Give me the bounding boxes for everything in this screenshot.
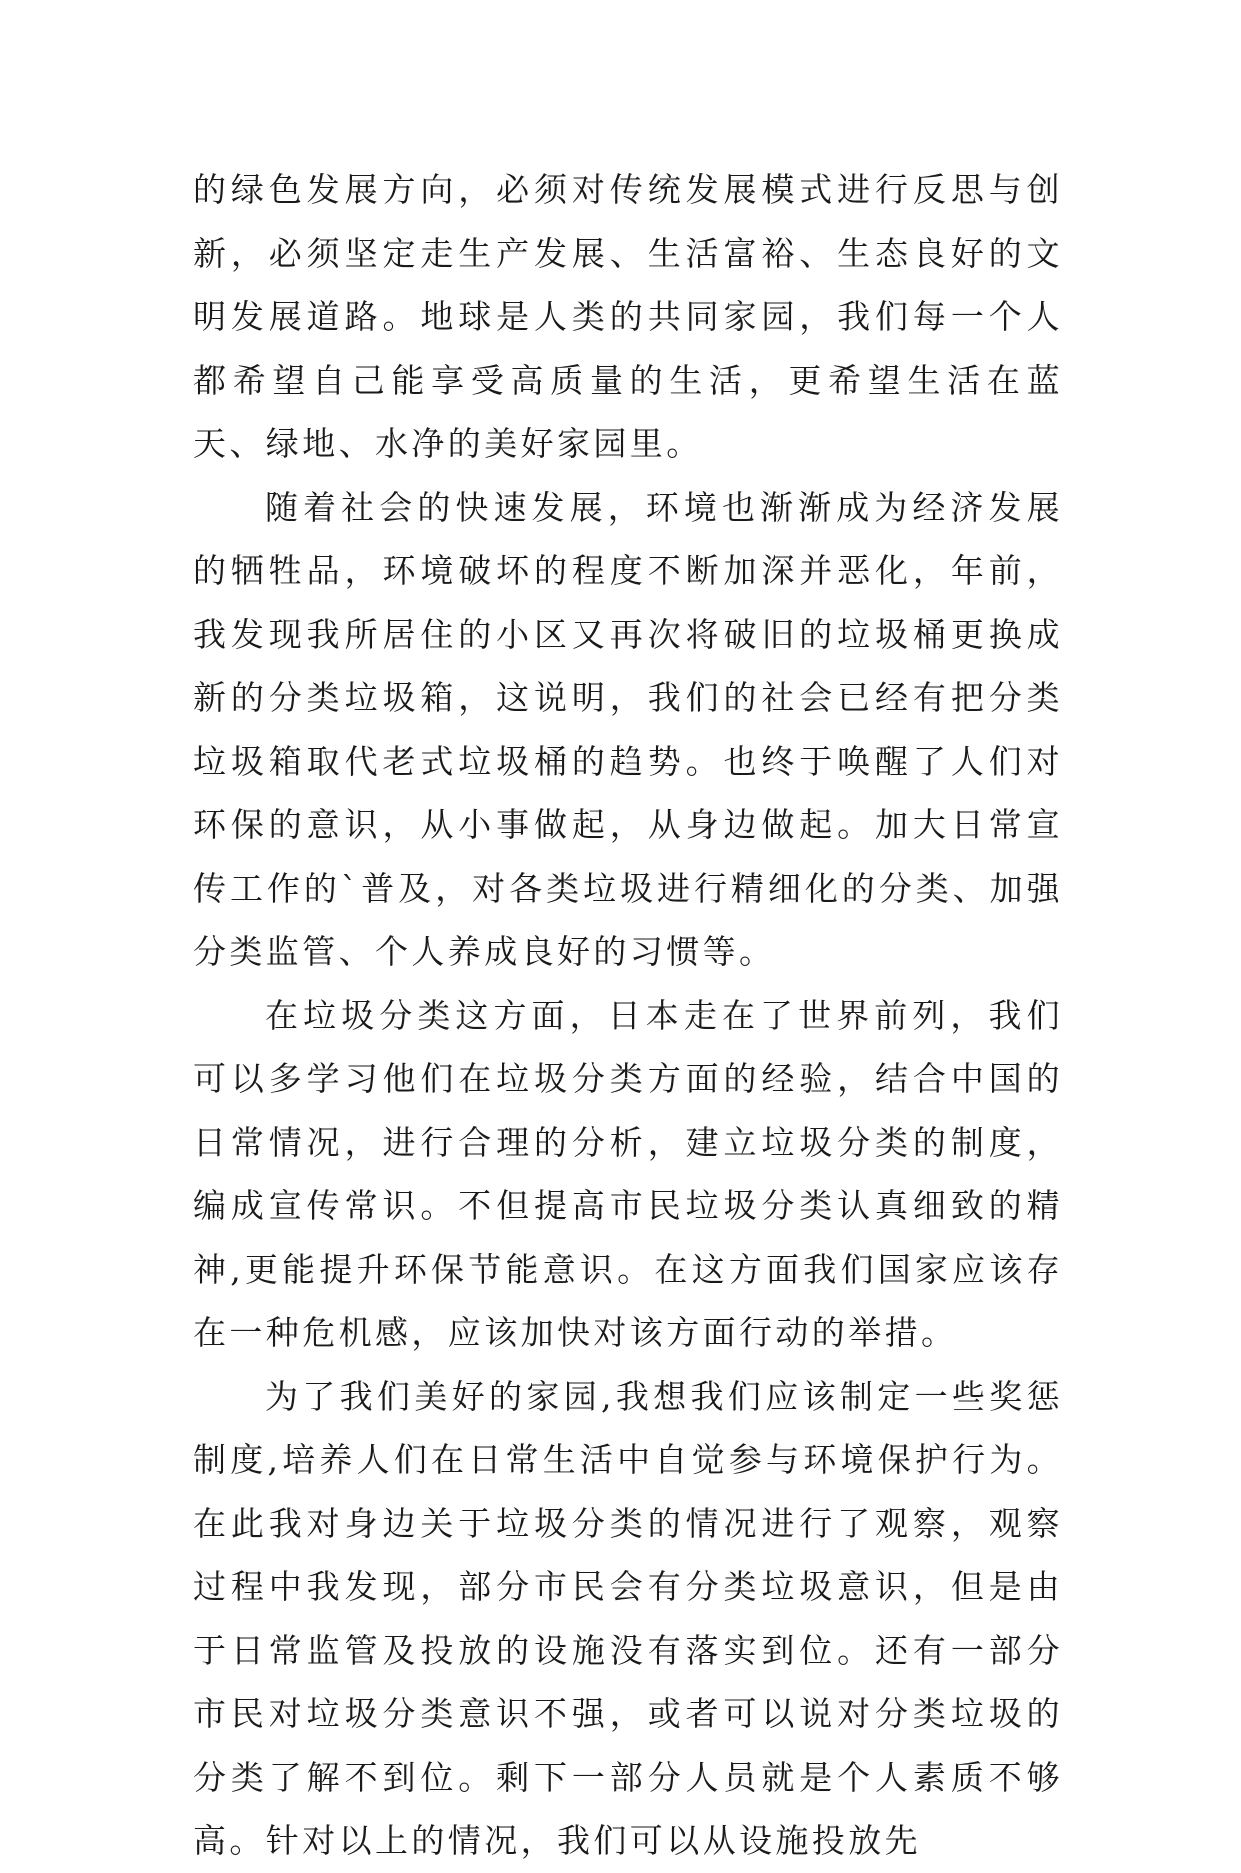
paragraph-1: 的绿色发展方向，必须对传统发展模式进行反思与创新，必须坚定走生产发展、生活富裕、生态良好的文明发展道路。地球是人类的共同家园，我们每一个人都希望自己能享受高质量的生活，更希望生活在蓝天、绿地、水净的美好家园里。 [193,170,1063,463]
body-text [193,158,1063,1873]
paragraph-3: 在垃圾分类这方面，日本走在了世界前列，我们可以多学习他们在垃圾分类方面的经验，结合中国的日常情况，进行合理的分析，建立垃圾分类的制度，编成宣传常识。不但提高市民垃圾分类认真细致的精神,更能提升环保节能意识。在这方面我们国家应该存在一种危机感，应该加快对该方面行动的举措。 [193,995,1063,1352]
paragraph-4: 为了我们美好的家园,我想我们应该制定一些奖惩制度,培养人们在日常生活中自觉参与环境保护行为。在此我对身边关于垃圾分类的情况进行了观察，观察过程中我发现，部分市民会有分类垃圾意识，但是由于日常监管及投放的设施没有落实到位。还有一部分市民对垃圾分类意识不强，或者可以说对分类垃圾的分类了解不到位。剩下一部分人员就是个人素质不够高。针对以上的情况，我们可以从设施投放先 [193,1376,1063,1860]
paragraph-2: 随着社会的快速发展，环境也渐渐成为经济发展的牺牲品，环境破坏的程度不断加深并恶化，年前，我发现我所居住的小区又再次将破旧的垃圾桶更换成新的分类垃圾箱，这说明，我们的社会已经有把分类垃圾箱取代老式垃圾桶的趋势。也终于唤醒了人们对环保的意识，从小事做起，从身边做起。加大日常宣传工作的`普及，对各类垃圾进行精细化的分类、加强分类监管、个人养成良好的习惯等。 [193,487,1063,971]
